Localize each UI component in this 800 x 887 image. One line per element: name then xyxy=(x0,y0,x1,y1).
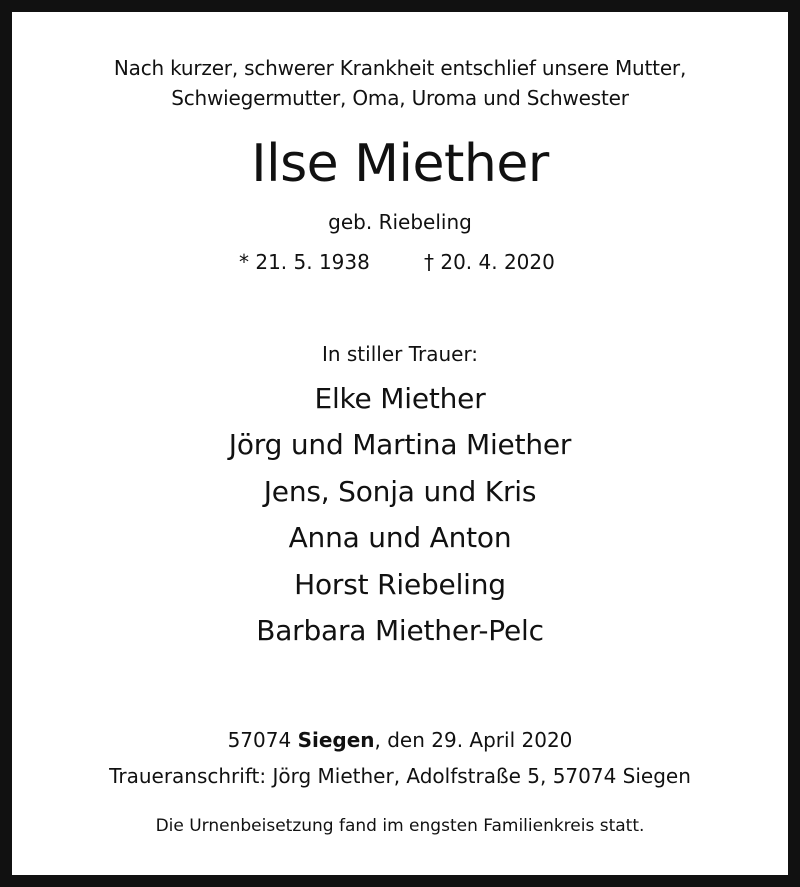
mourner-name: Jörg und Martina Miether xyxy=(228,428,572,461)
intro-line-2: Schwiegermutter, Oma, Uroma und Schwester xyxy=(171,86,629,110)
postal-code: 57074 xyxy=(227,728,292,752)
birth-date: * 21. 5. 1938 xyxy=(239,250,370,274)
deceased-name: Ilse Miether xyxy=(251,134,549,194)
place-and-date xyxy=(0,726,800,754)
birth-name: geb. Riebeling xyxy=(328,210,472,234)
death-date: † 20. 4. 2020 xyxy=(424,250,555,274)
intro-line-1: Nach kurzer, schwerer Krankheit entschlief unsere Mutter, xyxy=(113,56,687,80)
life-dates xyxy=(0,248,800,278)
city: Siegen xyxy=(297,728,375,752)
mourners-heading: In stiller Trauer: xyxy=(321,342,479,366)
mourner-name: Jens, Sonja und Kris xyxy=(263,475,537,508)
date-text: , den 29. April 2020 xyxy=(374,728,573,752)
mourning-address: Traueranschrift: Jörg Miether, Adolfstraße 5, 57074 Siegen xyxy=(109,764,691,788)
mourner-name: Barbara Miether-Pelc xyxy=(256,614,544,647)
mourner-name: Horst Riebeling xyxy=(294,568,506,601)
burial-note: Die Urnenbeisetzung fand im engsten Familienkreis statt. xyxy=(155,816,645,836)
mourner-name: Elke Miether xyxy=(314,382,486,415)
mourner-name: Anna und Anton xyxy=(288,521,512,554)
